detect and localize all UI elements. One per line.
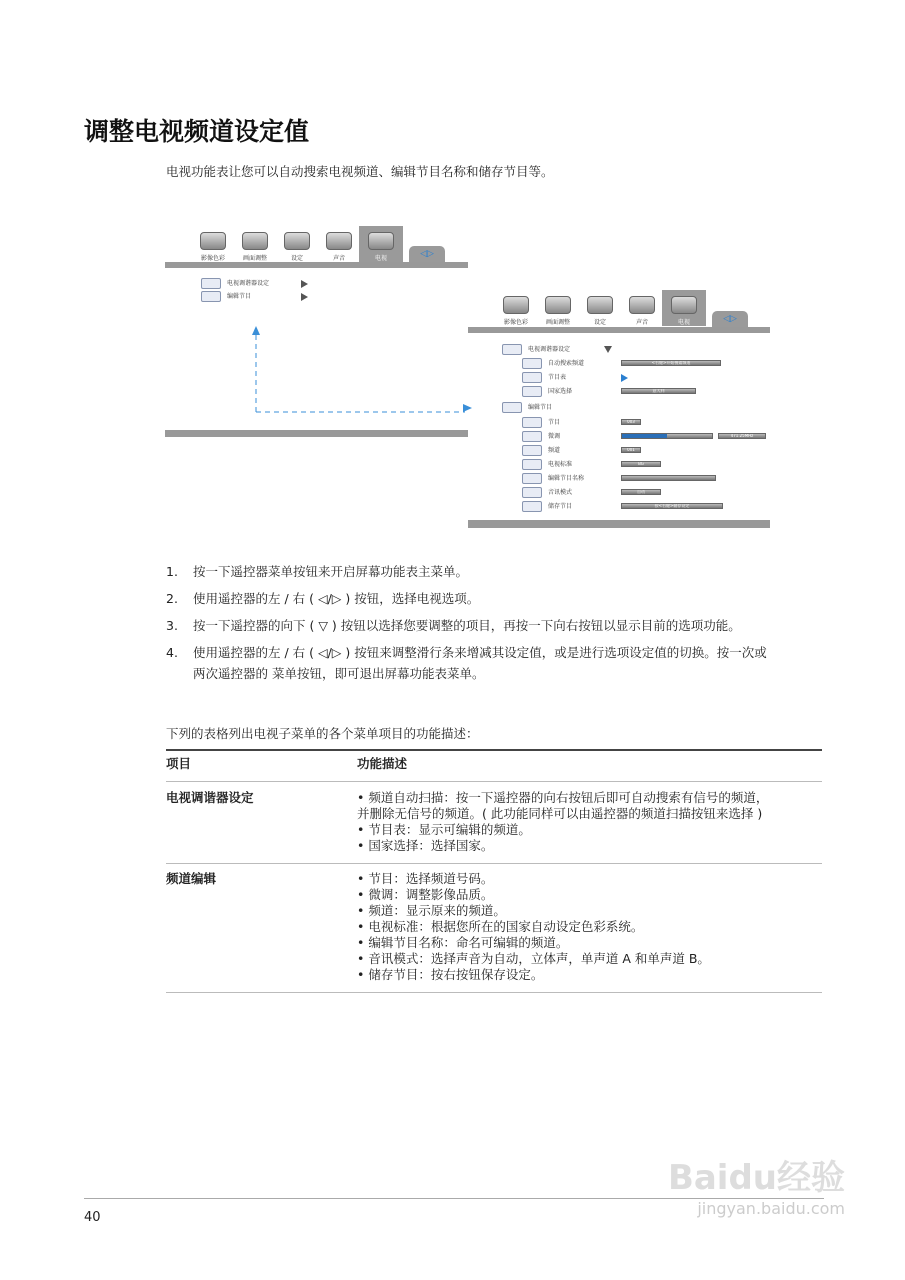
tab-label[interactable]: 设定 <box>290 255 303 262</box>
osd-tab[interactable] <box>536 296 580 326</box>
osd-tab[interactable] <box>317 232 361 262</box>
item-icon <box>201 291 221 302</box>
tab-icon[interactable] <box>284 232 310 250</box>
arrow-right-icon[interactable] <box>301 293 308 301</box>
osd-tv-submenu <box>468 290 770 530</box>
menu-row[interactable] <box>502 344 702 356</box>
osd-tab[interactable] <box>662 290 706 326</box>
step-text: 使用遥控器的左 / 右 ( ◁/▷ ) 按钮来调整滑行条来增减其设定值，或是进行选项设定值的切换。按一次或 <box>193 645 767 660</box>
item-label: 节目 <box>548 419 561 426</box>
desc-line: 并删除无信号的频道。( 此功能同样可以由遥控器的频道扫描按钮来选择 ) <box>357 806 763 821</box>
value-field: 001 <box>621 447 641 453</box>
table-cell-desc <box>357 790 768 854</box>
tab-label[interactable]: 影像色彩 <box>503 319 528 326</box>
divider <box>166 781 822 782</box>
value-field: 按<右键>储存设定 <box>621 503 723 509</box>
tab-label[interactable]: 画面调整 <box>545 319 570 326</box>
tab-icon[interactable] <box>587 296 613 314</box>
watermark-text: Baidu经验 <box>667 1158 845 1198</box>
divider <box>166 992 822 993</box>
item-icon <box>502 344 522 355</box>
tab-label[interactable]: 声音 <box>332 255 345 262</box>
table-cell-desc <box>357 871 710 983</box>
osd-tab[interactable] <box>578 296 622 326</box>
menu-row[interactable] <box>502 402 702 414</box>
step-number: 4. <box>166 645 178 660</box>
osd-tab[interactable] <box>359 226 403 262</box>
tab-label[interactable]: 设定 <box>593 319 606 326</box>
tab-label[interactable]: 电视 <box>374 255 387 262</box>
item-label: 编辑节目 <box>528 404 553 411</box>
tab-icon[interactable] <box>503 296 529 314</box>
tab-icon[interactable] <box>326 232 352 250</box>
item-label: 节目表 <box>548 374 567 381</box>
tab-label[interactable]: 影像色彩 <box>200 255 225 262</box>
desc-line: • 节目表：显示可编辑的频道。 <box>357 822 531 837</box>
fine-tune-slider <box>621 433 713 439</box>
tab-icon[interactable] <box>242 232 268 250</box>
item-icon <box>522 431 542 442</box>
step-number: 1. <box>166 564 178 579</box>
step-text: 两次遥控器的 菜单按钮，即可退出屏幕功能表菜单。 <box>193 666 485 681</box>
item-icon <box>522 372 542 383</box>
table-cell-item: 频道编辑 <box>166 871 217 886</box>
nav-arrows-button[interactable]: ◁▷ <box>409 246 445 262</box>
value-field: 自动 <box>621 489 661 495</box>
table-header: 项目 <box>166 756 192 771</box>
step-text: 按一下遥控器菜单按钮来开启屏幕功能表主菜单。 <box>193 564 469 579</box>
osd-tab[interactable] <box>620 296 664 326</box>
item-label: 音讯模式 <box>548 489 573 496</box>
watermark-logo <box>668 1150 845 1218</box>
tab-icon[interactable] <box>368 232 394 250</box>
page-number: 40 <box>84 1210 101 1225</box>
divider <box>166 749 822 751</box>
table-header: 功能描述 <box>357 756 408 771</box>
osd-tab[interactable] <box>191 232 235 262</box>
arrow-right-icon[interactable] <box>301 280 308 288</box>
desc-line: • 频道：显示原来的频道。 <box>357 903 506 918</box>
tab-label[interactable]: 电视 <box>677 319 690 326</box>
desc-line: • 微调：调整影像品质。 <box>357 887 494 902</box>
table-cell-item: 电视调谐器设定 <box>166 790 254 805</box>
item-label: 电视标准 <box>548 461 573 468</box>
arrow-down-icon[interactable] <box>604 346 612 353</box>
divider <box>166 863 822 864</box>
desc-line: • 节目：选择频道号码。 <box>357 871 494 886</box>
table-caption: 下列的表格列出电视子菜单的各个菜单项目的功能描述： <box>166 726 479 741</box>
desc-line: • 储存节目：按右按钮保存设定。 <box>357 967 544 982</box>
osd-tab[interactable] <box>233 232 277 262</box>
desc-line: • 频道自动扫描：按一下遥控器的向右按钮后即可自动搜索有信号的频道， <box>357 790 769 805</box>
item-icon <box>522 501 542 512</box>
tab-label[interactable]: 声音 <box>635 319 648 326</box>
osd-bottom-bar <box>165 430 468 437</box>
nav-arrows-button[interactable]: ◁▷ <box>712 311 748 327</box>
desc-line: • 编辑节目名称：命名可编辑的频道。 <box>357 935 569 950</box>
item-icon <box>502 402 522 413</box>
slider-fill <box>622 434 667 438</box>
value-field: 意大利 <box>621 388 696 394</box>
watermark-url: jingyan.baidu.com <box>697 1199 845 1218</box>
tab-icon[interactable] <box>671 296 697 314</box>
osd-top-bar <box>468 327 770 333</box>
tab-icon[interactable] <box>629 296 655 314</box>
value-field: <右键>开始搜索频道 <box>621 360 721 366</box>
page-title: 调整电视频道设定值 <box>84 117 310 146</box>
value-field: BG <box>621 461 661 467</box>
item-label: 微调 <box>548 433 561 440</box>
tab-icon[interactable] <box>200 232 226 250</box>
dashed-arrow <box>245 320 475 415</box>
item-label: 电视调谐器设定 <box>227 280 270 287</box>
item-icon <box>522 386 542 397</box>
step-number: 2. <box>166 591 178 606</box>
item-icon <box>522 417 542 428</box>
desc-line: • 电视标准：根据您所在的国家自动设定色彩系统。 <box>357 919 644 934</box>
osd-tab[interactable] <box>275 232 319 262</box>
step-text: 使用遥控器的左 / 右 ( ◁/▷ ) 按钮，选择电视选项。 <box>193 591 480 606</box>
item-label: 国家选择 <box>548 388 573 395</box>
item-icon <box>522 358 542 369</box>
item-icon <box>201 278 221 289</box>
step-text: 按一下遥控器的向下 ( ▽ ) 按钮以选择您要调整的项目，再按一下向右按钮以显示目前的选项功能。 <box>193 618 741 633</box>
item-label: 电视调谐器设定 <box>528 346 571 353</box>
item-label: 频道 <box>548 447 561 454</box>
desc-line: • 音讯模式：选择声音为自动，立体声，单声道 A 和单声道 B。 <box>357 951 710 966</box>
item-icon <box>522 445 542 456</box>
item-label: 编辑节目 <box>227 293 252 300</box>
item-label: 编辑节目名称 <box>548 475 585 482</box>
item-icon <box>522 459 542 470</box>
value-field <box>621 475 716 481</box>
item-label: 自动搜索频道 <box>548 360 585 367</box>
item-icon <box>522 473 542 484</box>
osd-bottom-bar <box>468 520 770 528</box>
tab-label[interactable]: 画面调整 <box>242 255 267 262</box>
value-field: 003 <box>621 419 641 425</box>
step-number: 3. <box>166 618 178 633</box>
frequency-value: 471.25MHz <box>718 433 766 439</box>
arrow-right-icon[interactable] <box>621 374 628 382</box>
item-label: 储存节目 <box>548 503 573 510</box>
osd-top-bar <box>165 262 468 268</box>
tab-icon[interactable] <box>545 296 571 314</box>
osd-tab[interactable] <box>494 296 538 326</box>
item-icon <box>522 487 542 498</box>
intro-text: 电视功能表让您可以自动搜索电视频道、编辑节目名称和储存节目等。 <box>166 164 554 179</box>
desc-line: • 国家选择：选择国家。 <box>357 838 494 853</box>
